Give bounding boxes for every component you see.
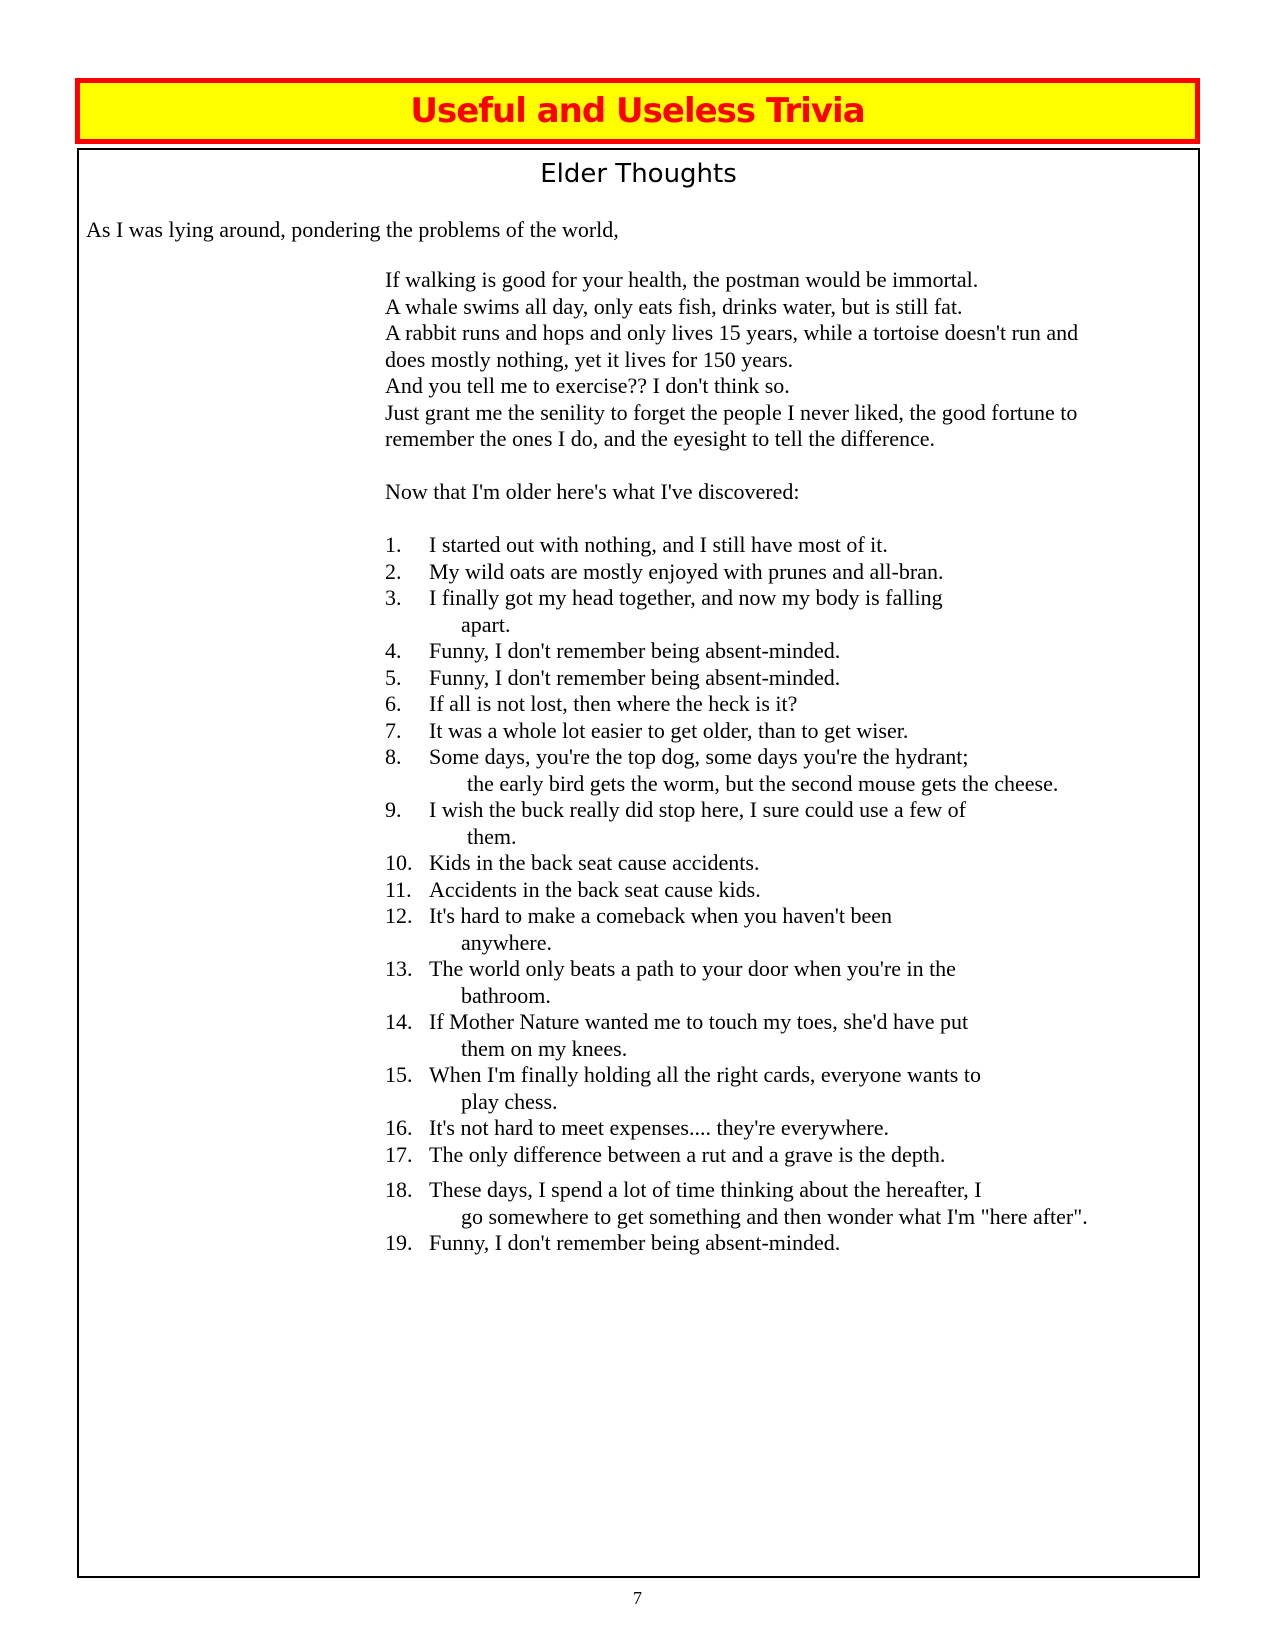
list-item-body — [429, 1115, 1195, 1142]
list-item — [385, 585, 1195, 638]
list-item-body — [429, 1230, 1195, 1257]
list-item-text: Funny, I don't remember being absent-minded. — [429, 638, 841, 663]
list-item-continuation: bathroom. — [461, 982, 551, 1008]
list-item-body — [429, 1009, 1195, 1062]
list-item — [385, 956, 1195, 1009]
list-item — [385, 850, 1195, 877]
list-item — [385, 532, 1195, 559]
list-item-body — [429, 877, 1195, 904]
list-item-number: 3. — [385, 585, 402, 610]
list-item-number: 5. — [385, 664, 402, 690]
list-item-number: 7. — [385, 717, 402, 743]
list-item-text: Funny, I don't remember being absent-minded. — [429, 664, 841, 690]
list-item-number: 2. — [385, 558, 402, 584]
list-item-body — [429, 665, 1195, 692]
list-item — [385, 1142, 1195, 1169]
list-item — [385, 903, 1195, 956]
paragraph-line: If walking is good for your health, the postman would be immortal. — [385, 267, 979, 292]
list-item-number: 9. — [385, 797, 402, 822]
list-heading: Now that I'm older here's what I've discovered: — [385, 479, 800, 504]
list-item-text: The world only beats a path to your door when you're in the — [429, 956, 956, 981]
list-item-continuation: anywhere. — [461, 929, 553, 955]
list-item-body — [429, 797, 1195, 850]
list-item — [385, 665, 1195, 692]
list-item-number: 13. — [385, 956, 413, 981]
list-item-body — [429, 691, 1195, 718]
trivia-block — [385, 267, 1195, 1257]
list-item — [385, 1009, 1195, 1062]
list-item-continuation: play chess. — [461, 1088, 558, 1114]
title-banner — [75, 78, 1200, 144]
section-title: Elder Thoughts — [540, 159, 737, 189]
content-box — [77, 148, 1200, 1578]
list-item-body — [429, 1177, 1195, 1230]
paragraph-line: does mostly nothing, yet it lives for 150 years. — [385, 346, 794, 372]
list-item-number: 11. — [385, 876, 412, 902]
list-item-text: When I'm finally holding all the right cards, everyone wants to — [429, 1062, 981, 1087]
paragraph-line: remember the ones I do, and the eyesight to tell the difference. — [385, 426, 935, 451]
list-item-continuation: them on my knees. — [461, 1035, 628, 1061]
list-item-text: I wish the buck really did stop here, I sure could use a few of — [429, 797, 967, 822]
discoveries-list — [385, 532, 1195, 1257]
list-item-body — [429, 532, 1195, 559]
list-item — [385, 718, 1195, 745]
list-item — [385, 638, 1195, 665]
list-item-number: 1. — [385, 532, 402, 557]
list-item-continuation: the early bird gets the worm, but the second mouse gets the cheese. — [467, 770, 1059, 796]
paragraph-line: Just grant me the senility to forget the people I never liked, the good fortune to — [385, 399, 1078, 425]
list-item-text: My wild oats are mostly enjoyed with prunes and all-bran. — [429, 558, 944, 584]
list-item-body — [429, 1062, 1195, 1115]
list-item — [385, 797, 1195, 850]
list-item-number: 8. — [385, 744, 402, 769]
list-item-body — [429, 744, 1195, 797]
list-item-number: 6. — [385, 691, 402, 716]
list-item-text: Kids in the back seat cause accidents. — [429, 850, 760, 875]
list-item — [385, 1062, 1195, 1115]
list-item-number: 14. — [385, 1009, 413, 1034]
list-item-number: 17. — [385, 1141, 413, 1167]
list-item-number: 15. — [385, 1062, 413, 1087]
list-item-number: 18. — [385, 1177, 413, 1202]
list-item-number: 4. — [385, 638, 402, 663]
list-item-body — [429, 956, 1195, 1009]
list-item-body — [429, 585, 1195, 638]
list-item-number: 16. — [385, 1115, 413, 1140]
list-item-text: If Mother Nature wanted me to touch my toes, she'd have put — [429, 1009, 969, 1034]
list-item — [385, 559, 1195, 586]
list-item-number: 12. — [385, 903, 413, 928]
paragraph-line: A rabbit runs and hops and only lives 15 years, while a tortoise doesn't run and — [385, 320, 1079, 345]
list-item-text: These days, I spend a lot of time thinking about the hereafter, I — [429, 1177, 982, 1202]
list-item-body — [429, 850, 1195, 877]
list-item — [385, 1230, 1195, 1257]
list-item-text: I started out with nothing, and I still have most of it. — [429, 532, 888, 557]
list-item-text: It was a whole lot easier to get older, than to get wiser. — [429, 717, 909, 743]
spacer — [385, 453, 1195, 480]
paragraph-line: A whale swims all day, only eats fish, drinks water, but is still fat. — [385, 293, 963, 319]
page-title: Useful and Useless Trivia — [410, 91, 865, 131]
list-item-body — [429, 903, 1195, 956]
spacer — [385, 506, 1195, 533]
list-item — [385, 877, 1195, 904]
list-item-body — [429, 1142, 1195, 1169]
list-item-body — [429, 559, 1195, 586]
list-item-text: It's not hard to meet expenses.... they're everywhere. — [429, 1115, 889, 1140]
list-item-number: 19. — [385, 1230, 413, 1255]
list-item-text: It's hard to make a comeback when you haven't been — [429, 903, 893, 928]
list-item-continuation: them. — [467, 823, 517, 849]
list-item-text: Accidents in the back seat cause kids. — [429, 876, 761, 902]
list-item — [385, 691, 1195, 718]
list-item — [385, 1177, 1195, 1230]
list-item-text: I finally got my head together, and now my body is falling — [429, 585, 943, 610]
list-item-continuation: go somewhere to get something and then wonder what I'm "here after". — [461, 1203, 1088, 1229]
list-item-body — [429, 718, 1195, 745]
list-item-text: Some days, you're the top dog, some days you're the hydrant; — [429, 744, 969, 769]
list-item-text: The only difference between a rut and a grave is the depth. — [429, 1141, 946, 1167]
list-item-text: Funny, I don't remember being absent-minded. — [429, 1230, 841, 1255]
list-item — [385, 1115, 1195, 1142]
paragraph-line: And you tell me to exercise?? I don't think so. — [385, 373, 790, 398]
list-item-number: 10. — [385, 850, 413, 875]
list-item-continuation: apart. — [461, 611, 511, 637]
page-number: 7 — [633, 1588, 642, 1608]
list-item-text: If all is not lost, then where the heck is it? — [429, 691, 798, 716]
list-item — [385, 744, 1195, 797]
intro-text: As I was lying around, pondering the problems of the world, — [86, 217, 619, 242]
list-item-body — [429, 638, 1195, 665]
